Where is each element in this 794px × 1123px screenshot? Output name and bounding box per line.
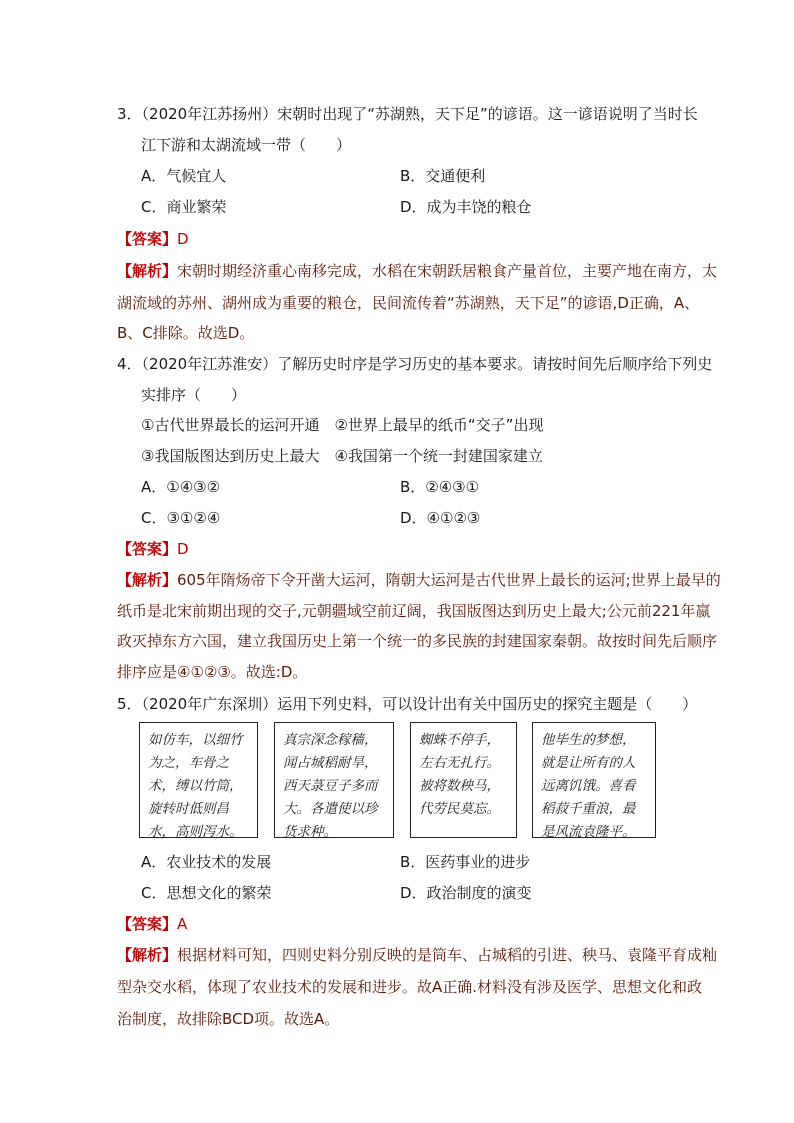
q4-option-c[interactable]: C．③①②④ (141, 509, 221, 527)
q4-answer-value: D (177, 540, 189, 558)
q3-answer-value: D (177, 230, 189, 248)
q4-option-b[interactable]: B．②④③① (400, 478, 480, 496)
q5-answer-label: 【答案】 (117, 915, 178, 933)
q3-explanation-line1 (117, 260, 717, 282)
q4-source: （2020年江苏淮安） (141, 355, 278, 373)
q5-option-a[interactable]: A．农业技术的发展 (141, 853, 272, 871)
q5-option-c[interactable]: C．思想文化的繁荣 (141, 884, 272, 902)
q4-stem-line2: 实排序（ ） (141, 386, 247, 404)
q3-explanation-label: 【解析】 (117, 262, 178, 280)
q3-explanation-text1: 宋朝时期经济重心南移完成，水稻在宋朝跃居粮食产量首位，主要产地在南方，太 (177, 262, 718, 280)
q4-answer-label: 【答案】 (117, 540, 178, 558)
q3-option-d[interactable]: D．成为丰饶的粮仓 (400, 198, 532, 216)
q5-source-box-2: 真宗深念稼穑，闻占城稻耐旱，西天菉豆子多而大。各遣使以珍货求种。 (274, 722, 394, 838)
q3-option-b[interactable]: B．交通便利 (400, 167, 486, 185)
q5-explanation-text1: 根据材料可知，四则史料分别反映的是筒车、占城稻的引进、秧马、袁隆平育成籼 (177, 946, 718, 964)
q4-explanation-label: 【解析】 (117, 571, 178, 589)
q5-answer-value: A (177, 915, 188, 933)
q3-number: 3． (117, 105, 142, 123)
q3-stem-line2: 江下游和太湖流域一带（ ） (141, 136, 352, 154)
q5-explanation-line3: 治制度，故排除BCD项。故选A。 (117, 1010, 340, 1028)
q5-option-d[interactable]: D．政治制度的演变 (400, 884, 532, 902)
q5-source: （2020年广东深圳） (141, 695, 278, 713)
q4-option-a[interactable]: A．①④③② (141, 478, 221, 496)
q5-number: 5． (117, 695, 142, 713)
q4-explanation-line4: 排序应是④①②③。故选:D。 (117, 663, 308, 681)
q5-source-box-1: 如仿车，以细竹为之，车骨之术，缚以竹筒，旋转时低则昌水，高则泻水。 (139, 722, 258, 838)
q3-option-a[interactable]: A．气候宜人 (141, 167, 227, 185)
q4-explanation-line2: 纸币是北宋前期出现的交子,元朝疆域空前辽阔，我国版图达到历史上最大;公元前221年嬴 (117, 602, 711, 620)
q4-number: 4． (117, 355, 142, 373)
q4-answer (117, 538, 189, 560)
q3-explanation-line2: 湖流域的苏州、湖州成为重要的粮仓，民间流传着“苏湖熟，天下足”的谚语,D正确，A、 (117, 294, 700, 312)
q5-source-box-4: 他毕生的梦想，就是让所有的人远离饥饿。喜看稻菽千重浪，最是风流袁隆平。 (532, 722, 656, 838)
q4-explanation-line1 (117, 569, 721, 591)
q3-explanation-line3: B、C排除。故选D。 (117, 324, 255, 342)
q5-option-b[interactable]: B．医药事业的进步 (400, 853, 531, 871)
q3-option-c[interactable]: C．商业繁荣 (141, 198, 227, 216)
q5-stem-line1 (117, 693, 697, 715)
q5-stem-text1: 运用下列史料，可以设计出有关中国历史的探究主题是（ ） (277, 695, 698, 713)
q4-items-line1: ①古代世界最长的运河开通 ②世界上最早的纸币“交子”出现 (141, 416, 544, 434)
q3-answer-label: 【答案】 (117, 230, 178, 248)
q5-explanation-line2: 型杂交水稻，体现了农业技术的发展和进步。故A正确.材料没有涉及医学、思想文化和政 (117, 978, 703, 996)
q3-source: （2020年江苏扬州） (141, 105, 278, 123)
q4-stem-text1: 了解历史时序是学习历史的基本要求。请按时间先后顺序给下列史 (277, 355, 713, 373)
q4-explanation-line3: 政灭掉东方六国，建立我国历史上第一个统一的多民族的封建国家秦朝。故按时间先后顺序 (117, 632, 718, 650)
q4-stem-line1 (117, 353, 712, 375)
q3-answer (117, 228, 189, 250)
q5-answer (117, 913, 187, 935)
q4-option-d[interactable]: D．④①②③ (400, 509, 481, 527)
q5-explanation-label: 【解析】 (117, 946, 178, 964)
q4-items-line2: ③我国版图达到历史上最大 ④我国第一个统一封建国家建立 (141, 447, 543, 465)
q3-stem-line1 (117, 103, 698, 125)
q3-stem-text1: 宋朝时出现了“苏湖熟，天下足”的谚语。这一谚语说明了当时长 (277, 105, 698, 123)
q5-explanation-line1 (117, 944, 717, 966)
q5-source-box-3: 蜘蛛不停手，左右无扎行。被将数秧马，代劳民莫忘。 (410, 722, 517, 838)
q4-explanation-text1: 605年隋炀帝下令开凿大运河，隋朝大运河是古代世界上最长的运河;世界上最早的 (177, 571, 721, 589)
